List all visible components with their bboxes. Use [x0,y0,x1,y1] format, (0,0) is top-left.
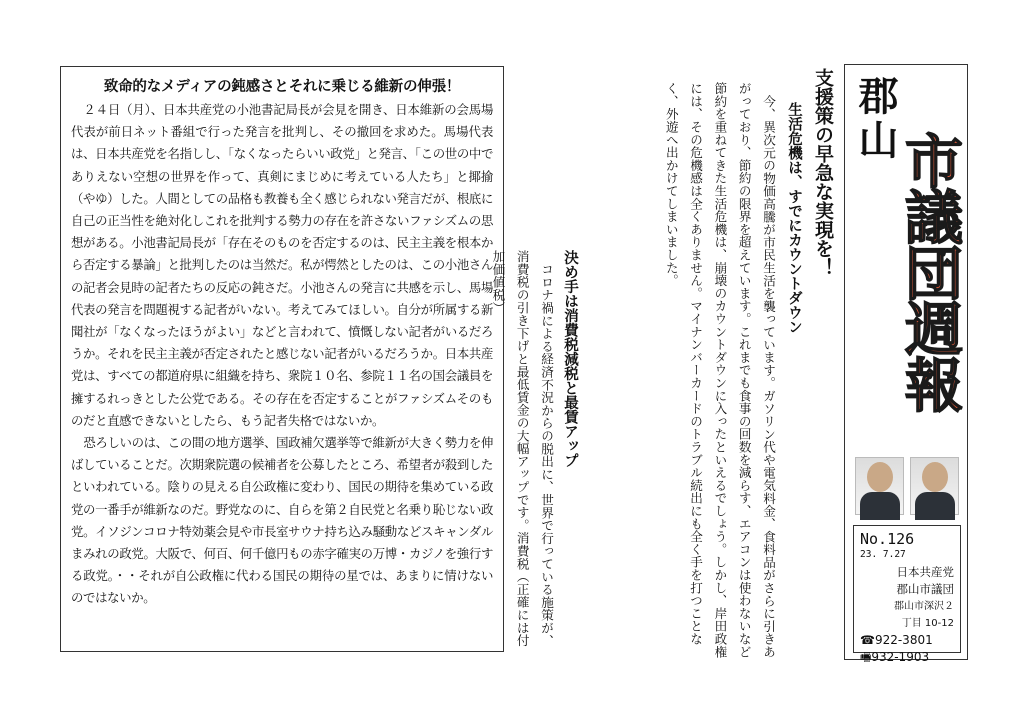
issue-number: No.126 [860,530,915,548]
left-article-paragraph-1: ２４日（月）、日本共産党の小池書記局長が会見を開き、日本維新の会馬場代表が前日ネット番組で行った発言を批判し、その撤回を求めた。馬場代表は、日本共産党を名指しし、「なくなったらいい政党」と発言、「この世の中でありえない空想の世界を作って、真剣にまじめに考えている人たち」と揶揄（やゆ）した。人間としての品格も教養も全く感じられない発言だが、根底に自己の正当性を絶対化しこれを批判する勢力の存在を許さないファシズムの思想がある。小池書記局長が「存在そのものを否定するのは、民主主義を根本から否定する暴論」と批判したのは当然だ。私が愕然としたのは、この小池さんの記者会見時の記者たちの反応の鈍さだ。小池さんの発言に共感を示し、馬場代表の発言を問題視する記者がいない。考えてみてほしい。自分が所属する新聞社が「なくなったほうがよい」などと言われて、憤慨しない記者がいるだろうか。それを民主主義が否定されたと感じない記者がいるだろうか。日本共産党は、すべての都道府県に組織を持ち、衆院１０名、参院１１名の国会議員を擁するれっきとした公党である。その存在を否定することがファシズムそのものだと直感できないとしたら、もう記者失格ではないか。 [71,102,493,428]
middle-headline: 決め手は消費税減税と最賃アップ [562,250,578,468]
middle-article-body [490,250,558,656]
left-article-title: 致命的なメディアの鈍感さとそれに乗じる維新の伸張！ [103,79,461,95]
left-article [60,66,504,652]
left-article-body [71,99,493,610]
right-article-body [584,82,780,660]
right-headline: 支援策の早急な実現を！ [812,68,834,277]
right-paragraph: 今、異次元の物価高騰が市民生活を襲っています。ガソリン代や電気料金、食料品がさらに引きあがっており、節約の限界を超えています。これまでも食事の回数を減らす、エアコンは使わないなど節約を重ねてきた生活危機は、崩壊のカウントダウンに入ったといえるでしょう。しかし、岸田政権には、その危機感は全くありません。マイナンバーカードのトラブル続出にも全く手を打つことなく、外遊へ出かけてしまいました。 [663,82,776,658]
council-member-photo-2 [910,457,959,515]
masthead-title: 市議団週報 [895,131,963,411]
masthead-city: 郡山 [852,75,898,163]
portrait-body-icon [915,492,955,520]
address-line-1: 郡山市深沢２ [894,601,954,612]
org-council: 郡山市議団 [896,582,954,596]
council-member-photo-1 [855,457,904,515]
issue-date: 23. 7.27 [860,549,906,560]
council-member-photos [855,457,959,515]
masthead [844,64,968,664]
portrait-head-icon [867,462,893,492]
left-article-paragraph-2: 恐ろしいのは、この間の地方選挙、国政補欠選挙等で維新が大きく勢力を伸ばしていることだ。次期衆院選の候補者を公募したところ、希望者が殺到したといわれている。陰りの見える自公政権に変わり、国民の期待を集めている政党の一番手が維新なのだ。野党なのに、自らを第２自民党と名乗り恥じない政党。イソジンコロナ特効薬会見や市長室サウナ持ち込み騒動などスキャンダルまみれの政党。大阪で、何百、何千億円もの赤字確実の万博・カジノを強行する政党。・・それが自公政権に代わる国民の期待の星では、あまりに情けないのではないか。 [71,435,493,606]
telephone-number: ☎922-3801 [860,633,933,647]
portrait-head-icon [922,462,948,492]
issue-info-box [853,525,961,664]
portrait-body-icon [860,492,900,520]
address-line-2: 丁目 10-12 [901,618,954,629]
middle-paragraph: コロナ禍による経済不況からの脱出に、世界で行っている施策が、消費税の引き下げと最低賃金の大幅アップです。消費税（正確には付加価値税） [490,250,554,647]
org-name: 日本共産党 [896,565,954,579]
right-subheadline: 生活危機は、すでにカウントダウン [786,102,802,334]
fax-number: 🖷932-1903 [860,650,930,664]
